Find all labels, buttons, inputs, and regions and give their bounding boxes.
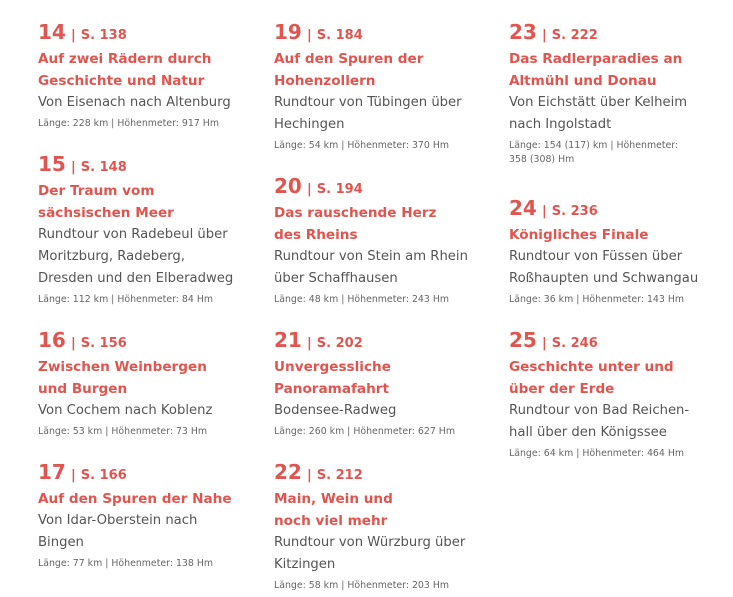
tour-route-line: Von Cochem nach Koblenz: [38, 403, 213, 418]
tour-stats: [38, 557, 263, 571]
page-reference: S. 138: [80, 28, 127, 43]
tour-number-line: [274, 329, 499, 355]
tour-title-line: Der Traum vom: [38, 183, 155, 199]
tour-route-line: Hechingen: [274, 117, 345, 132]
tour-entry-21: [274, 329, 499, 439]
tour-number: 16: [38, 328, 66, 352]
tour-stats: [274, 579, 499, 593]
separator: |: [70, 468, 76, 483]
tour-entry-17: [38, 461, 263, 571]
tour-title-line: Hohenzollern: [274, 73, 376, 89]
tour-number: 23: [509, 20, 537, 44]
separator: |: [541, 28, 547, 43]
tour-route-line: Rundtour von Bad Reichen-: [509, 403, 690, 418]
page-reference: S. 166: [80, 468, 127, 483]
separator: |: [70, 28, 76, 43]
tour-route-line: Rundtour von Füssen über: [509, 249, 683, 264]
tour-title: [38, 488, 263, 510]
tour-stats-line: Länge: 154 (117) km | Höhenmeter:: [509, 140, 679, 151]
tour-route-line: nach Ingolstadt: [509, 117, 612, 132]
page-reference: S. 246: [551, 336, 598, 351]
tour-entry-25: [509, 329, 733, 461]
tour-route-line: Dresden und den Elberadweg: [38, 271, 234, 286]
separator: |: [70, 160, 76, 175]
tour-route: [509, 92, 733, 136]
tour-number: 24: [509, 196, 537, 220]
tour-route: [274, 92, 499, 136]
tour-number-line: [274, 175, 499, 201]
tour-stats-line: Länge: 53 km | Höhenmeter: 73 Hm: [38, 426, 208, 437]
tour-stats-line: Länge: 58 km | Höhenmeter: 203 Hm: [274, 580, 450, 591]
tour-title: [38, 48, 263, 92]
tour-stats: [274, 139, 499, 153]
tour-stats-line: Länge: 54 km | Höhenmeter: 370 Hm: [274, 140, 450, 151]
tour-number: 25: [509, 328, 537, 352]
tour-stats: [509, 139, 733, 167]
tour-title-line: Panoramafahrt: [274, 381, 389, 397]
tour-title-line: Auf zwei Rädern durch: [38, 51, 212, 67]
tour-title-line: Main, Wein und: [274, 491, 393, 507]
page-reference: S. 202: [316, 336, 363, 351]
tour-stats: [509, 293, 733, 307]
tour-route-line: Rundtour von Stein am Rhein: [274, 249, 468, 264]
tour-title: [509, 48, 733, 92]
tour-stats-line: Länge: 36 km | Höhenmeter: 143 Hm: [509, 294, 685, 305]
tour-title: [509, 356, 733, 400]
separator: |: [306, 182, 312, 197]
tour-route: [38, 224, 263, 290]
tour-title-line: noch viel mehr: [274, 513, 388, 529]
tour-title-line: sächsischen Meer: [38, 205, 174, 221]
tour-title-line: Auf den Spuren der Nahe: [38, 491, 232, 507]
tour-stats-line: 358 (308) Hm: [509, 154, 575, 165]
tour-route-line: Kitzingen: [274, 557, 336, 572]
tour-number-line: [38, 461, 263, 487]
tour-number-line: [38, 329, 263, 355]
tour-title-line: und Burgen: [38, 381, 128, 397]
tour-route-line: Von Idar-Oberstein nach: [38, 513, 198, 528]
tour-entry-20: [274, 175, 499, 307]
tour-number-line: [274, 21, 499, 47]
page-reference: S. 194: [316, 182, 363, 197]
tour-stats: [274, 293, 499, 307]
tour-stats-line: Länge: 228 km | Höhenmeter: 917 Hm: [38, 118, 219, 129]
tour-entry-23: [509, 21, 733, 167]
page-reference: S. 148: [80, 160, 127, 175]
tour-title-line: Zwischen Weinbergen: [38, 359, 207, 375]
tour-route: [38, 510, 263, 554]
tour-route: [274, 246, 499, 290]
tour-route-line: Bodensee-Radweg: [274, 403, 397, 418]
tour-title-line: Das Radlerparadies an: [509, 51, 683, 67]
tour-route: [509, 400, 733, 444]
separator: |: [541, 204, 547, 219]
tour-route-line: Rundtour von Tübingen über: [274, 95, 462, 110]
tour-stats-line: Länge: 64 km | Höhenmeter: 464 Hm: [509, 448, 685, 459]
tour-title: [509, 224, 733, 246]
tour-stats-line: Länge: 112 km | Höhenmeter: 84 Hm: [38, 294, 214, 305]
tour-route: [274, 532, 499, 576]
tour-title-line: Königliches Finale: [509, 227, 649, 243]
tour-number: 17: [38, 460, 66, 484]
tour-route-line: Moritzburg, Radeberg,: [38, 249, 185, 264]
tour-title: [274, 488, 499, 532]
separator: |: [306, 28, 312, 43]
tour-route-line: Von Eichstätt über Kelheim: [509, 95, 688, 110]
tour-number-line: [509, 329, 733, 355]
tour-number-line: [509, 197, 733, 223]
tour-number-line: [38, 153, 263, 179]
tour-stats-line: Länge: 260 km | Höhenmeter: 627 Hm: [274, 426, 455, 437]
tour-route-line: Rundtour von Würzburg über: [274, 535, 466, 550]
tour-stats: [38, 117, 263, 131]
tour-title-line: Geschichte unter und: [509, 359, 674, 375]
tour-title-line: Altmühl und Donau: [509, 73, 657, 89]
tour-route: [38, 400, 263, 422]
page-reference: S. 212: [316, 468, 363, 483]
separator: |: [306, 468, 312, 483]
tour-number: 22: [274, 460, 302, 484]
tour-entry-24: [509, 197, 733, 307]
tour-title-line: Das rauschende Herz: [274, 205, 437, 221]
tour-route-line: Roßhaupten und Schwangau: [509, 271, 699, 286]
tour-entry-16: [38, 329, 263, 439]
tour-number: 21: [274, 328, 302, 352]
tour-route: [274, 400, 499, 422]
tour-entry-22: [274, 461, 499, 593]
tour-route-line: hall über den Königssee: [509, 425, 667, 440]
tour-stats-line: Länge: 77 km | Höhenmeter: 138 Hm: [38, 558, 214, 569]
tour-entry-14: [38, 21, 263, 131]
separator: |: [306, 336, 312, 351]
tour-entry-15: [38, 153, 263, 307]
tour-route: [38, 92, 263, 114]
tour-title-line: Auf den Spuren der: [274, 51, 424, 67]
tour-title: [274, 356, 499, 400]
tour-title-line: Geschichte und Natur: [38, 73, 205, 89]
tour-route-line: Rundtour von Radebeul über: [38, 227, 228, 242]
tour-route: [509, 246, 733, 290]
tour-number-line: [509, 21, 733, 47]
tour-title: [38, 356, 263, 400]
tour-stats-line: Länge: 48 km | Höhenmeter: 243 Hm: [274, 294, 450, 305]
tour-route-line: Bingen: [38, 535, 84, 550]
tour-route-line: Von Eisenach nach Altenburg: [38, 95, 231, 110]
separator: |: [541, 336, 547, 351]
tour-title-line: des Rheins: [274, 227, 358, 243]
tour-number: 19: [274, 20, 302, 44]
tour-title: [38, 180, 263, 224]
tour-stats: [38, 293, 263, 307]
tour-route-line: über Schaffhausen: [274, 271, 398, 286]
tour-title-line: Unvergessliche: [274, 359, 391, 375]
tour-title: [274, 202, 499, 246]
tour-number: 20: [274, 174, 302, 198]
tour-stats: [38, 425, 263, 439]
tour-number-line: [274, 461, 499, 487]
tour-entry-19: [274, 21, 499, 153]
page-reference: S. 184: [316, 28, 363, 43]
tour-stats: [274, 425, 499, 439]
page-reference: S. 156: [80, 336, 127, 351]
tour-title-line: über der Erde: [509, 381, 615, 397]
page-reference: S. 222: [551, 28, 598, 43]
page-reference: S. 236: [551, 204, 598, 219]
tour-number: 15: [38, 152, 66, 176]
tour-title: [274, 48, 499, 92]
separator: |: [70, 336, 76, 351]
tour-stats: [509, 447, 733, 461]
tour-number-line: [38, 21, 263, 47]
tour-number: 14: [38, 20, 66, 44]
